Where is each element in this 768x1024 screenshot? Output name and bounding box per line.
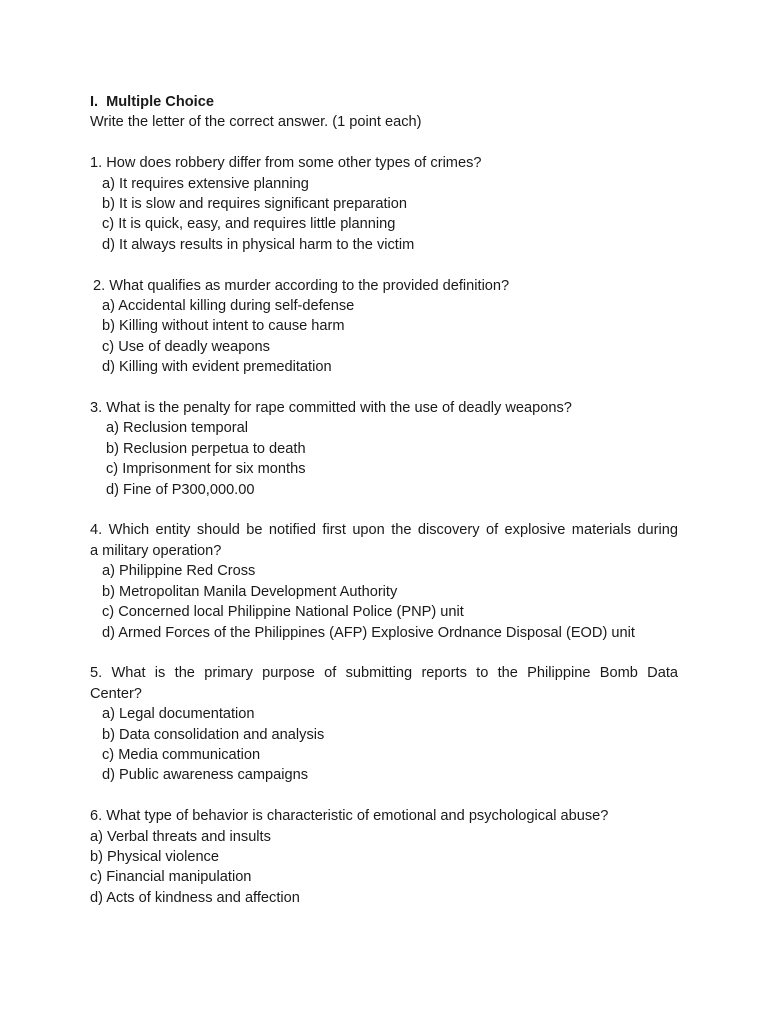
question-2 xyxy=(90,276,678,378)
question-text: 6. What type of behavior is characteristic of emotional and psychological abuse? xyxy=(90,808,609,825)
option-d: d) Armed Forces of the Philippines (AFP) Explosive Ordnance Disposal (EOD) unit xyxy=(102,624,635,641)
option-b: b) Metropolitan Manila Development Authority xyxy=(102,583,398,600)
question-text-line-1: 5. What is the primary purpose of submitting reports to the Philippine Bomb Data xyxy=(90,665,678,682)
option-a: a) It requires extensive planning xyxy=(102,175,309,192)
option-b: b) It is slow and requires significant preparation xyxy=(102,196,408,213)
question-1 xyxy=(90,153,678,255)
option-a: a) Reclusion temporal xyxy=(106,420,248,437)
option-d: d) Killing with evident premeditation xyxy=(102,359,332,376)
option-a: a) Philippine Red Cross xyxy=(102,563,256,580)
option-b: b) Reclusion perpetua to death xyxy=(106,440,306,457)
option-c: c) Media communication xyxy=(102,746,261,763)
option-a: a) Accidental killing during self-defense xyxy=(102,298,355,315)
question-text-line-2: a military operation? xyxy=(90,542,222,559)
question-text-line-1: 4. Which entity should be notified first upon the discovery of explosive materials during xyxy=(90,522,678,539)
question-text: 1. How does robbery differ from some other types of crimes? xyxy=(90,155,482,172)
question-3 xyxy=(90,398,678,500)
option-c: c) Concerned local Philippine National Police (PNP) unit xyxy=(102,604,464,621)
option-d: d) It always results in physical harm to the victim xyxy=(102,236,415,253)
section-number: I. xyxy=(90,94,99,110)
option-d: d) Public awareness campaigns xyxy=(102,767,309,784)
option-c: c) It is quick, easy, and requires little planning xyxy=(102,216,396,233)
document-page xyxy=(90,92,678,908)
option-a: a) Legal documentation xyxy=(102,706,255,723)
option-b: b) Data consolidation and analysis xyxy=(102,726,325,743)
question-text: 3. What is the penalty for rape committed with the use of deadly weapons? xyxy=(90,400,572,417)
question-5 xyxy=(90,663,678,785)
option-b: b) Physical violence xyxy=(90,848,219,865)
section-heading xyxy=(90,92,678,112)
option-c: c) Imprisonment for six months xyxy=(106,461,306,478)
section-title: Multiple Choice xyxy=(106,94,214,110)
option-d: d) Acts of kindness and affection xyxy=(90,889,300,906)
question-4 xyxy=(90,520,678,642)
option-c: c) Financial manipulation xyxy=(90,869,252,886)
option-a: a) Verbal threats and insults xyxy=(90,828,271,845)
question-text: 2. What qualifies as murder according to the provided definition? xyxy=(93,277,510,294)
question-6 xyxy=(90,806,678,908)
question-text-line-2: Center? xyxy=(90,685,142,702)
option-c: c) Use of deadly weapons xyxy=(102,338,270,355)
option-b: b) Killing without intent to cause harm xyxy=(102,318,345,335)
option-d: d) Fine of P300,000.00 xyxy=(106,481,255,498)
section-instruction: Write the letter of the correct answer. (1 point each) xyxy=(90,114,422,131)
